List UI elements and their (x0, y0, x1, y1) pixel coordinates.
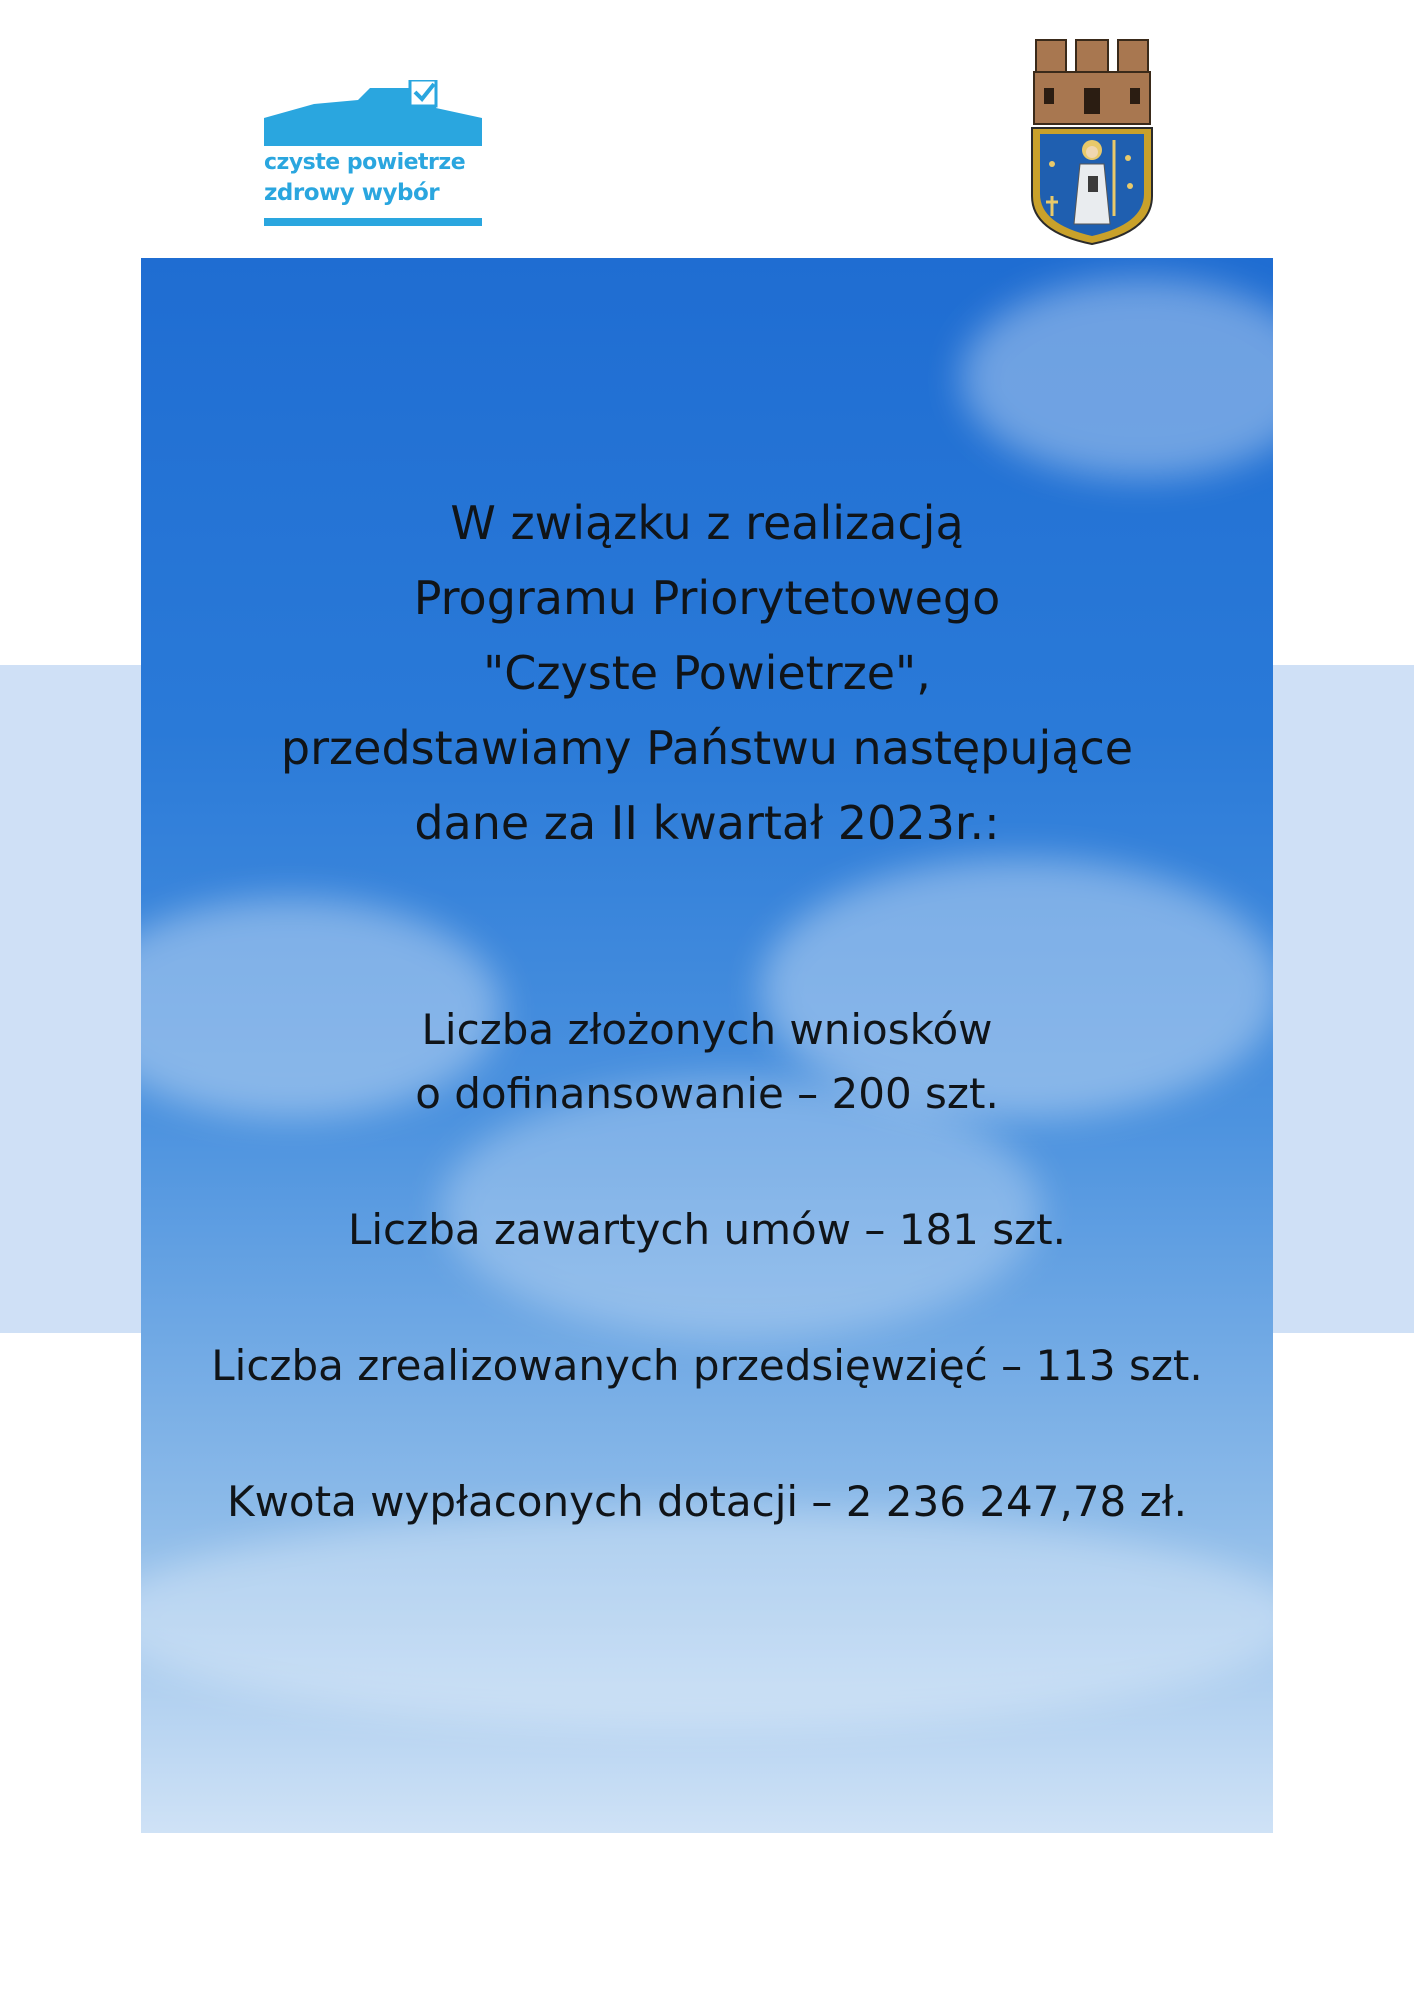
stat-applications-line1: Liczba złożonych wniosków (421, 1005, 993, 1054)
stats-list (141, 998, 1273, 1606)
intro-line: "Czyste Powietrze", (483, 646, 931, 700)
intro-line: przedstawiamy Państwu następujące (280, 721, 1134, 775)
intro-line: Programu Priorytetowego (413, 571, 1001, 625)
intro-line: dane za II kwartał 2023r.: (414, 796, 1000, 850)
coat-of-arms-icon (1030, 36, 1154, 246)
sky-panel (141, 258, 1273, 1833)
logo-underline (264, 218, 482, 226)
program-logo (264, 80, 484, 230)
intro-text (141, 486, 1273, 861)
house-roof-icon (264, 80, 484, 146)
stat-grants: Kwota wypłaconych dotacji – 2 236 247,78 zł. (227, 1477, 1187, 1526)
stat-contracts: Liczba zawartych umów – 181 szt. (347, 1205, 1067, 1254)
intro-line: W związku z realizacją (450, 496, 964, 550)
stat-projects: Liczba zrealizowanych przedsięwzięć – 113 szt. (211, 1341, 1203, 1390)
stat-applications (141, 998, 1273, 1126)
cloud (961, 278, 1273, 478)
logo-text-line2: zdrowy wybór (264, 180, 440, 206)
stat-applications-line2: o dofinansowanie – 200 szt. (415, 1069, 999, 1118)
logo-text-line1: czyste powietrze (264, 150, 466, 175)
